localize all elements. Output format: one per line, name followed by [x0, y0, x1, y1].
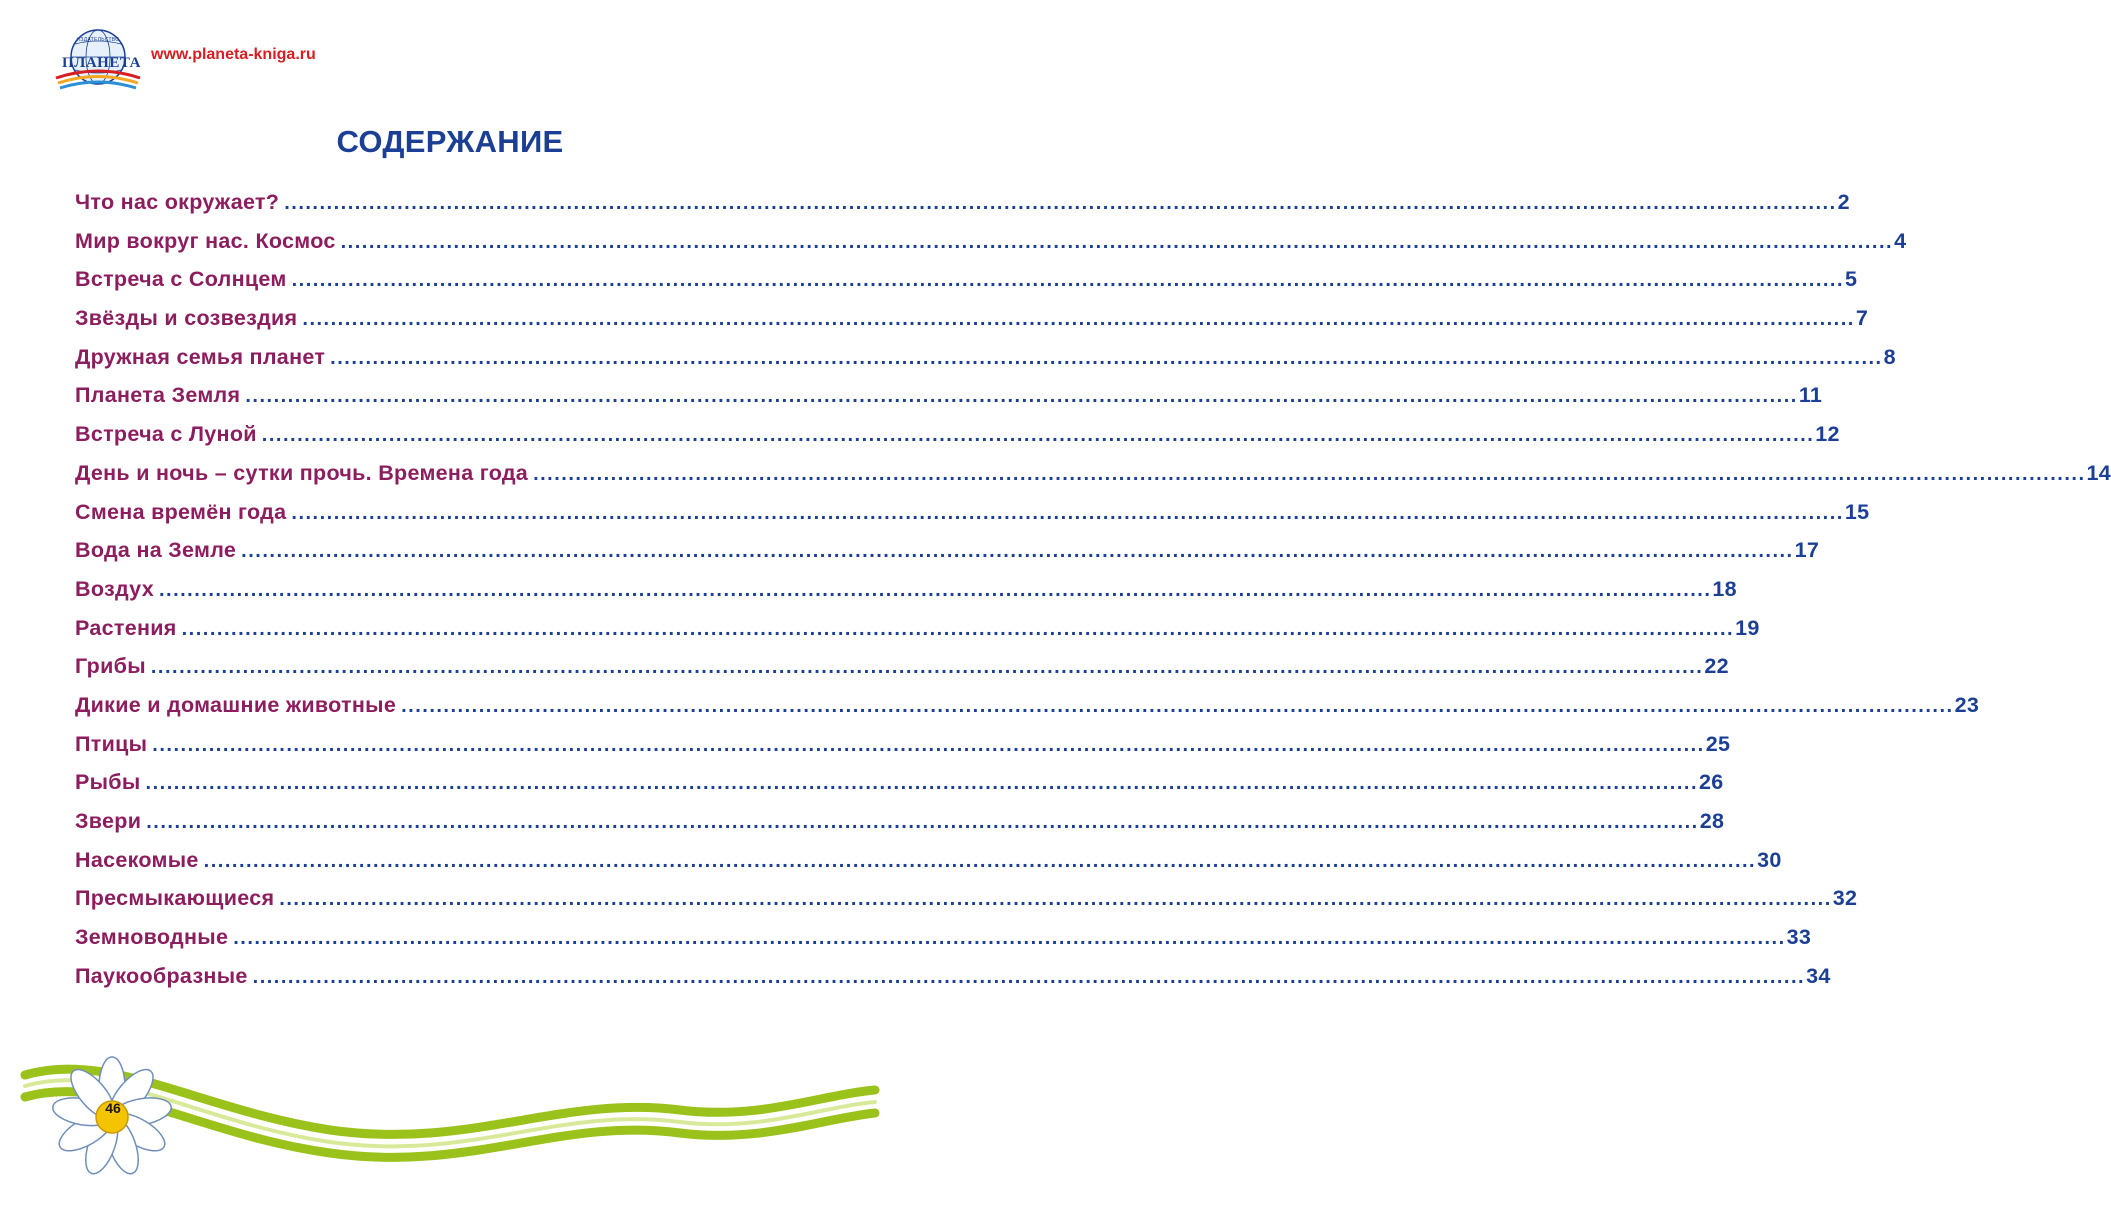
toc-entry[interactable]: [75, 306, 1869, 345]
toc-dot-leader: ............................................................................................................................................................................................................................: [401, 694, 1954, 717]
toc-entry-title: Рыбы: [75, 770, 141, 795]
toc-dot-leader: ............................................................................................................................................................................................................................: [330, 346, 1883, 369]
toc-entry-page: 33: [1786, 925, 1812, 950]
page-title: СОДЕРЖАНИЕ: [336, 124, 564, 159]
toc-entry-title: День и ночь – сутки прочь. Времена года: [75, 460, 529, 485]
toc-dot-leader: ............................................................................................................................................................................................................................: [245, 385, 1798, 408]
toc-entry-page: 32: [1832, 886, 1858, 911]
toc-entry-title: Что нас окружает?: [75, 190, 280, 214]
toc-entry-title: Вода на Земле: [75, 538, 237, 563]
page-number: 46: [105, 1100, 121, 1116]
toc-dot-leader: ............................................................................................................................................................................................................................: [158, 578, 1712, 601]
toc-dot-leader: ............................................................................................................................................................................................................................: [152, 733, 1705, 756]
toc-entry-page: 25: [1705, 731, 1731, 756]
toc-entry-page: 12: [1815, 422, 1840, 447]
toc-entry[interactable]: [75, 654, 1729, 693]
toc-entry-title: Мир вокруг нас. Космос: [75, 228, 336, 253]
toc-entry-page: 28: [1699, 809, 1725, 833]
toc-dot-leader: ............................................................................................................................................................................................................................: [340, 230, 1894, 253]
toc-dot-leader: ............................................................................................................................................................................................................................: [241, 540, 1794, 563]
toc-entry-page: 34: [1806, 963, 1831, 988]
toc-entry-page: 19: [1735, 615, 1760, 640]
toc-entry-page: 4: [1894, 228, 1907, 253]
toc-entry-page: 26: [1699, 770, 1724, 795]
publisher-logo[interactable]: [50, 28, 146, 92]
toc-entry[interactable]: [75, 692, 1980, 732]
toc-entry[interactable]: [75, 886, 1858, 925]
toc-entry-page: 17: [1794, 538, 1820, 563]
toc-dot-leader: ............................................................................................................................................................................................................................: [291, 501, 1844, 524]
toc-entry[interactable]: [75, 460, 2111, 500]
toc-entry[interactable]: [75, 422, 1840, 461]
toc-entry[interactable]: [75, 228, 1907, 268]
toc-dot-leader: ............................................................................................................................................................................................................................: [181, 617, 1735, 640]
toc-dot-leader: ............................................................................................................................................................................................................................: [261, 424, 1815, 447]
site-url-link[interactable]: www.planeta-kniga.ru: [151, 46, 316, 63]
toc-entry[interactable]: [75, 190, 1850, 229]
toc-entry-title: Воздух: [75, 576, 154, 601]
toc-entry-title: Встреча с Луной: [75, 422, 257, 447]
toc-dot-leader: ............................................................................................................................................................................................................................: [150, 656, 1704, 679]
table-of-contents: [75, 190, 2111, 1002]
toc-entry-page: 11: [1798, 383, 1823, 408]
logo-small-text: ИЗДАТЕЛЬСТВО: [76, 37, 120, 43]
footer-decoration: [0, 1055, 900, 1200]
toc-entry[interactable]: [75, 499, 1870, 539]
toc-entry-page: 5: [1845, 267, 1858, 292]
toc-entry[interactable]: [75, 809, 1725, 848]
toc-entry[interactable]: [75, 925, 1812, 964]
toc-dot-leader: ............................................................................................................................................................................................................................: [279, 888, 1832, 911]
toc-entry-page: 18: [1712, 576, 1737, 601]
toc-entry[interactable]: [75, 963, 1831, 1003]
toc-entry-title: Звери: [75, 809, 142, 833]
toc-entry-title: Растения: [75, 615, 177, 640]
toc-entry-title: Звёзды и созвездия: [75, 306, 298, 331]
toc-entry-page: 15: [1844, 499, 1870, 524]
toc-entry-title: Паукообразные: [75, 963, 248, 988]
toc-entry[interactable]: [75, 770, 1724, 809]
toc-entry[interactable]: [75, 576, 1737, 616]
toc-entry-title: Дикие и домашние животные: [75, 692, 397, 717]
toc-entry[interactable]: [75, 847, 1782, 887]
toc-entry[interactable]: [75, 383, 1823, 422]
toc-entry-title: Смена времён года: [75, 499, 287, 524]
header: [50, 28, 450, 92]
toc-dot-leader: ............................................................................................................................................................................................................................: [233, 927, 1786, 950]
toc-dot-leader: ............................................................................................................................................................................................................................: [145, 772, 1699, 795]
toc-entry-title: Насекомые: [75, 847, 199, 872]
toc-entry-page: 30: [1757, 847, 1782, 872]
toc-dot-leader: ............................................................................................................................................................................................................................: [284, 192, 1837, 214]
toc-entry[interactable]: [75, 731, 1731, 771]
toc-entry[interactable]: [75, 538, 1820, 577]
toc-entry[interactable]: [75, 344, 1896, 384]
toc-entry-page: 2: [1837, 190, 1850, 214]
toc-dot-leader: ............................................................................................................................................................................................................................: [302, 308, 1855, 331]
toc-entry-title: Планета Земля: [75, 383, 241, 408]
toc-entry-page: 8: [1883, 344, 1896, 369]
toc-dot-leader: ............................................................................................................................................................................................................................: [252, 965, 1806, 988]
toc-entry-title: Пресмыкающиеся: [75, 886, 275, 911]
toc-entry-page: 14: [2086, 460, 2111, 485]
toc-entry-title: Грибы: [75, 654, 146, 679]
toc-entry-title: Птицы: [75, 731, 148, 756]
logo-text: ПЛАНЕТА: [62, 55, 141, 71]
toc-dot-leader: ............................................................................................................................................................................................................................: [291, 269, 1845, 292]
toc-entry[interactable]: [75, 615, 1760, 655]
toc-dot-leader: ............................................................................................................................................................................................................................: [203, 849, 1757, 872]
toc-dot-leader: ............................................................................................................................................................................................................................: [146, 811, 1699, 833]
toc-entry-title: Встреча с Солнцем: [75, 267, 287, 292]
toc-entry-page: 22: [1704, 654, 1729, 679]
toc-entry-page: 23: [1954, 692, 1980, 717]
toc-dot-leader: ............................................................................................................................................................................................................................: [533, 462, 2086, 485]
toc-entry-title: Земноводные: [75, 925, 229, 950]
daisy-flower-icon: [50, 1060, 180, 1185]
toc-entry-page: 7: [1855, 306, 1869, 331]
toc-entry[interactable]: [75, 267, 1858, 306]
toc-entry-title: Дружная семья планет: [75, 344, 326, 369]
